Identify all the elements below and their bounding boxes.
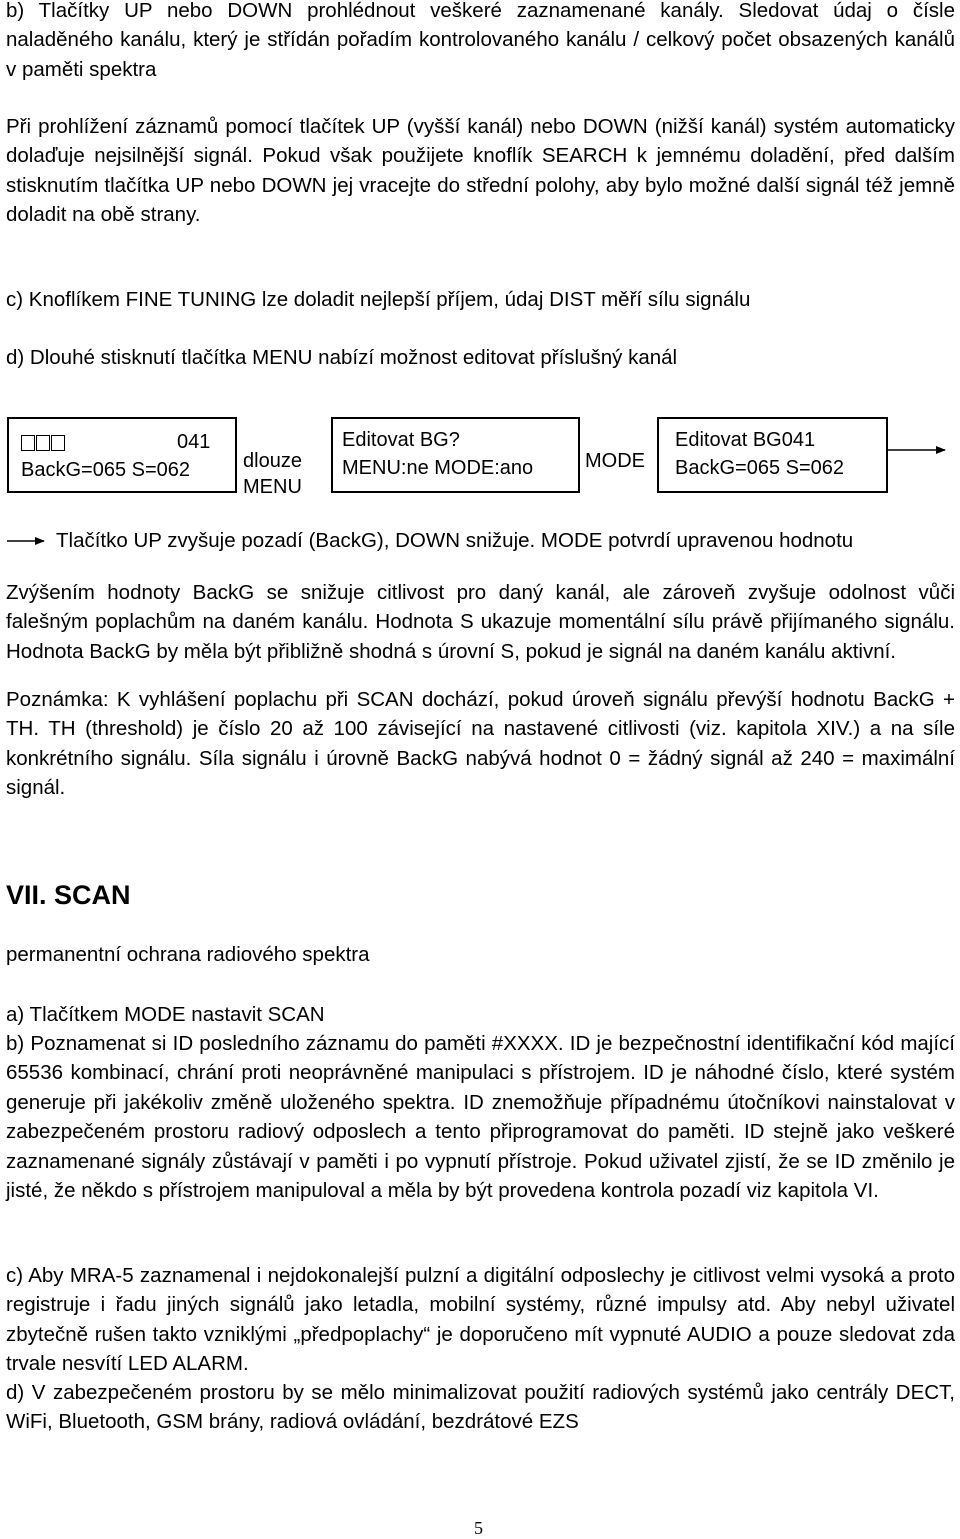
display-edit-backg: BackG=065 S=062 [675,457,845,479]
section-b-intro: b) Tlačítky UP nebo DOWN prohlédnout veškeré zaznamenané kanály. Sledovat údaj o čísle naladěného kanálu, který je střídán pořadím kontrolovaného kanálu / celkový počet obsazených kanálů v paměti spektra [6,0,955,81]
step-label-long-press: dlouze [243,450,302,472]
display-edit-options: MENU:ne MODE:ano [342,457,534,479]
section-c: c) Knoflíkem FINE TUNING lze doladit nejlepší příjem, údaj DIST měří sílu signálu [6,288,751,311]
threshold-note: Poznámka: K vyhlášení poplachu při SCAN dochází, pokud úroveň signálu převýší hodnotu BackG + TH. TH (threshold) je číslo 20 až 100 závisející na nastavené citlivosti (viz. kapitola XIV.) a na síle konkrétního signálu. Síla signálu i úrovně BackG nabývá hodnot 0 = žádný signál až 240 = maximální signál. [6,688,955,800]
chapter-subtitle: permanentní ochrana radiového spektra [6,943,370,966]
page-number: 5 [474,1518,483,1538]
section-b-tuning: Při prohlížení záznamů pomocí tlačítek UP (vyšší kanál) nebo DOWN (nižší kanál) systém automaticky dolaďuje nejsilnější signál. Pokud však použijete knoflík SEARCH k jemnému doladění, před dalším stisknutím tlačítka UP nebo DOWN jej vracejte do střední polohy, aby bylo možné další signál též jemně doladit na obě strany. [6,115,955,227]
display-edit-channel: Editovat BG041 [675,429,816,451]
scan-step-c: c) Aby MRA-5 zaznamenal i nejdokonalejší pulzní a digitální odposlechy je citlivost velmi vysoká a proto registruje i řadu jiných signálů jako letadla, mobilní systémy, různé impulsy atd. Aby nebyl uživatel zbytečně rušen takto vzniklými „předpoplachy“ je doporučeno mít vypnuté AUDIO a pouze sledovat zda trvale nesvítí LED ALARM. [6,1264,955,1376]
display-edit-question: Editovat BG? [342,429,460,451]
chapter-heading: VII. SCAN [6,880,131,910]
step-label-mode: MODE [585,450,645,472]
display-channel-number: 041 [177,431,211,453]
scan-step-d: d) V zabezpečeném prostoru by se mělo minimalizovat použití radiových systémů jako centrály DECT, WiFi, Bluetooth, GSM brány, radiová ovládání, bezdrátové EZS [6,1381,955,1434]
backg-explanation: Zvýšením hodnoty BackG se snižuje citlivost pro daný kanál, ale zároveň zvyšuje odolnost vůči falešným poplachům na daném kanálu. Hodnota S ukazuje momentální sílu právě přijímaného signálu. Hodnota BackG by měla být přibližně shodná s úrovní S, pokud je signál na daném kanálu aktivní. [6,581,955,663]
arrow-note: Tlačítko UP zvyšuje pozadí (BackG), DOWN snižuje. MODE potvrdí upravenou hodnotu [56,529,854,552]
diagram-arrows [0,0,960,560]
section-d: d) Dlouhé stisknutí tlačítka MENU nabízí možnost editovat příslušný kanál [6,346,678,369]
scan-step-a: a) Tlačítkem MODE nastavit SCAN [6,1003,325,1026]
display-backg-value: BackG=065 S=062 [21,459,191,481]
step-label-menu: MENU [243,476,302,498]
scan-step-b: b) Poznamenat si ID posledního záznamu do paměti #XXXX. ID je bezpečnostní identifikační kód mající 65536 kombinací, chrání proti neoprávněné manipulaci s přístrojem. ID je náhodné číslo, které systém generuje při jakékoliv změně uloženého spektra. ID znemožňuje případnému útočníkovi nainstalovat v zabezpečeném prostoru radiový odposlech a tento připrogramovat do paměti. ID stejně jako veškeré zaznamenané signály zůstávají v paměti i po vypnutí přístroje. Pokud uživatel zjistí, že se ID změnilo je jisté, že někdo s přístrojem manipuloval a měla by být provedena kontrola pozadí viz kapitola VI. [6,1032,955,1203]
